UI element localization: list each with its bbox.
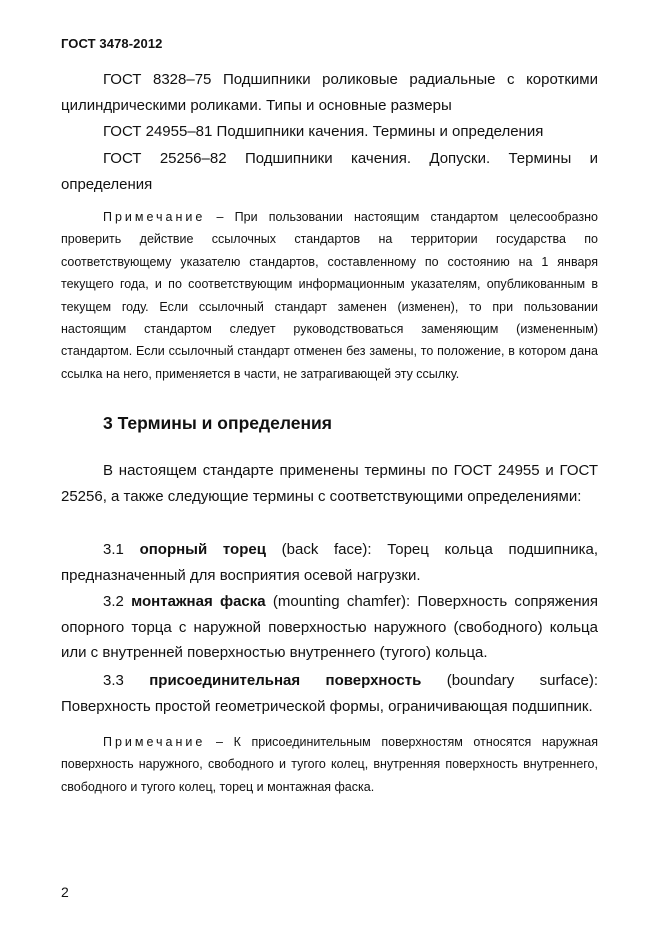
reference-title: Подшипники роликовые радиальные с короткими цилиндрическими роликами. Типы и основные размеры xyxy=(61,71,598,114)
note-text: При пользовании настоящим стандартом целесообразно проверить действие ссылочных стандартов на территории государства по соответствующему указателю стандартов, составленному по состоянию на 1 января текущего года, и по соответствующим информационным указателям, опубликованным в текущем году. Если ссылочный стандарт заменен (изменен), то при пользовании настоящим стандартом следует руководствоваться заменяющим (измененным) стандартом. Если ссылочный стандарт отменен без замены, то положение, в котором дана ссылка на него, применяется в части, не затрагивающей эту ссылку. xyxy=(61,210,598,381)
term-name: монтажная фаска xyxy=(131,593,266,610)
reference-code: ГОСТ 25256–82 xyxy=(103,150,227,167)
reference-item xyxy=(61,119,598,145)
term-number: 3.2 xyxy=(103,593,124,610)
note-dash: – xyxy=(215,735,223,749)
section-intro: В настоящем стандарте применены термины по ГОСТ 24955 и ГОСТ 25256, а также следующие термины с соответствующими определениями: xyxy=(61,462,598,505)
note-label: Примечание xyxy=(103,210,206,224)
reference-item xyxy=(61,146,598,197)
note-dash: – xyxy=(216,210,224,224)
reference-code: ГОСТ 8328–75 xyxy=(103,71,212,88)
term-text: Поверхность сопряжения опорного торца с наружной поверхностью наружного (свободного) кольца или с внутренней поверхностью внутреннего (тугого) кольца. xyxy=(61,593,599,661)
note-label: Примечание xyxy=(103,735,206,749)
note-block xyxy=(61,206,598,385)
reference-title: Подшипники качения. Термины и определения xyxy=(216,123,544,140)
term-definition xyxy=(61,589,598,666)
term-english: (mounting chamfer): xyxy=(272,593,411,610)
term-definition xyxy=(61,668,598,719)
reference-title: Подшипники качения. Допуски. Термины и определения xyxy=(61,150,598,193)
reference-code: ГОСТ 24955–81 xyxy=(103,123,213,140)
document-header: ГОСТ 3478-2012 xyxy=(61,36,163,51)
note-text: К присоединительным поверхностям относятся наружная поверхность наружного, свободного и тугого колец, внутренняя поверхность внутреннего, свободного и тугого колец, торец и монтажная фаска. xyxy=(61,735,598,794)
term-text: Торец кольца подшипника, предназначенный для восприятия осевой нагрузки. xyxy=(61,541,598,584)
term-number: 3.3 xyxy=(103,672,124,689)
term-name: присоединительная поверхность xyxy=(149,672,422,689)
page-number: 2 xyxy=(61,884,69,900)
reference-item xyxy=(61,67,598,118)
term-definition xyxy=(61,537,598,588)
term-english: (back face): xyxy=(281,541,372,558)
term-number: 3.1 xyxy=(103,541,124,558)
term-english: (boundary surface): xyxy=(446,672,598,689)
term-text: Поверхность простой геометрической формы, ограничивающая подшипник. xyxy=(61,697,593,715)
section-heading: 3 Термины и определения xyxy=(103,413,332,433)
term-name: опорный торец xyxy=(139,541,266,558)
note-block xyxy=(61,731,598,798)
